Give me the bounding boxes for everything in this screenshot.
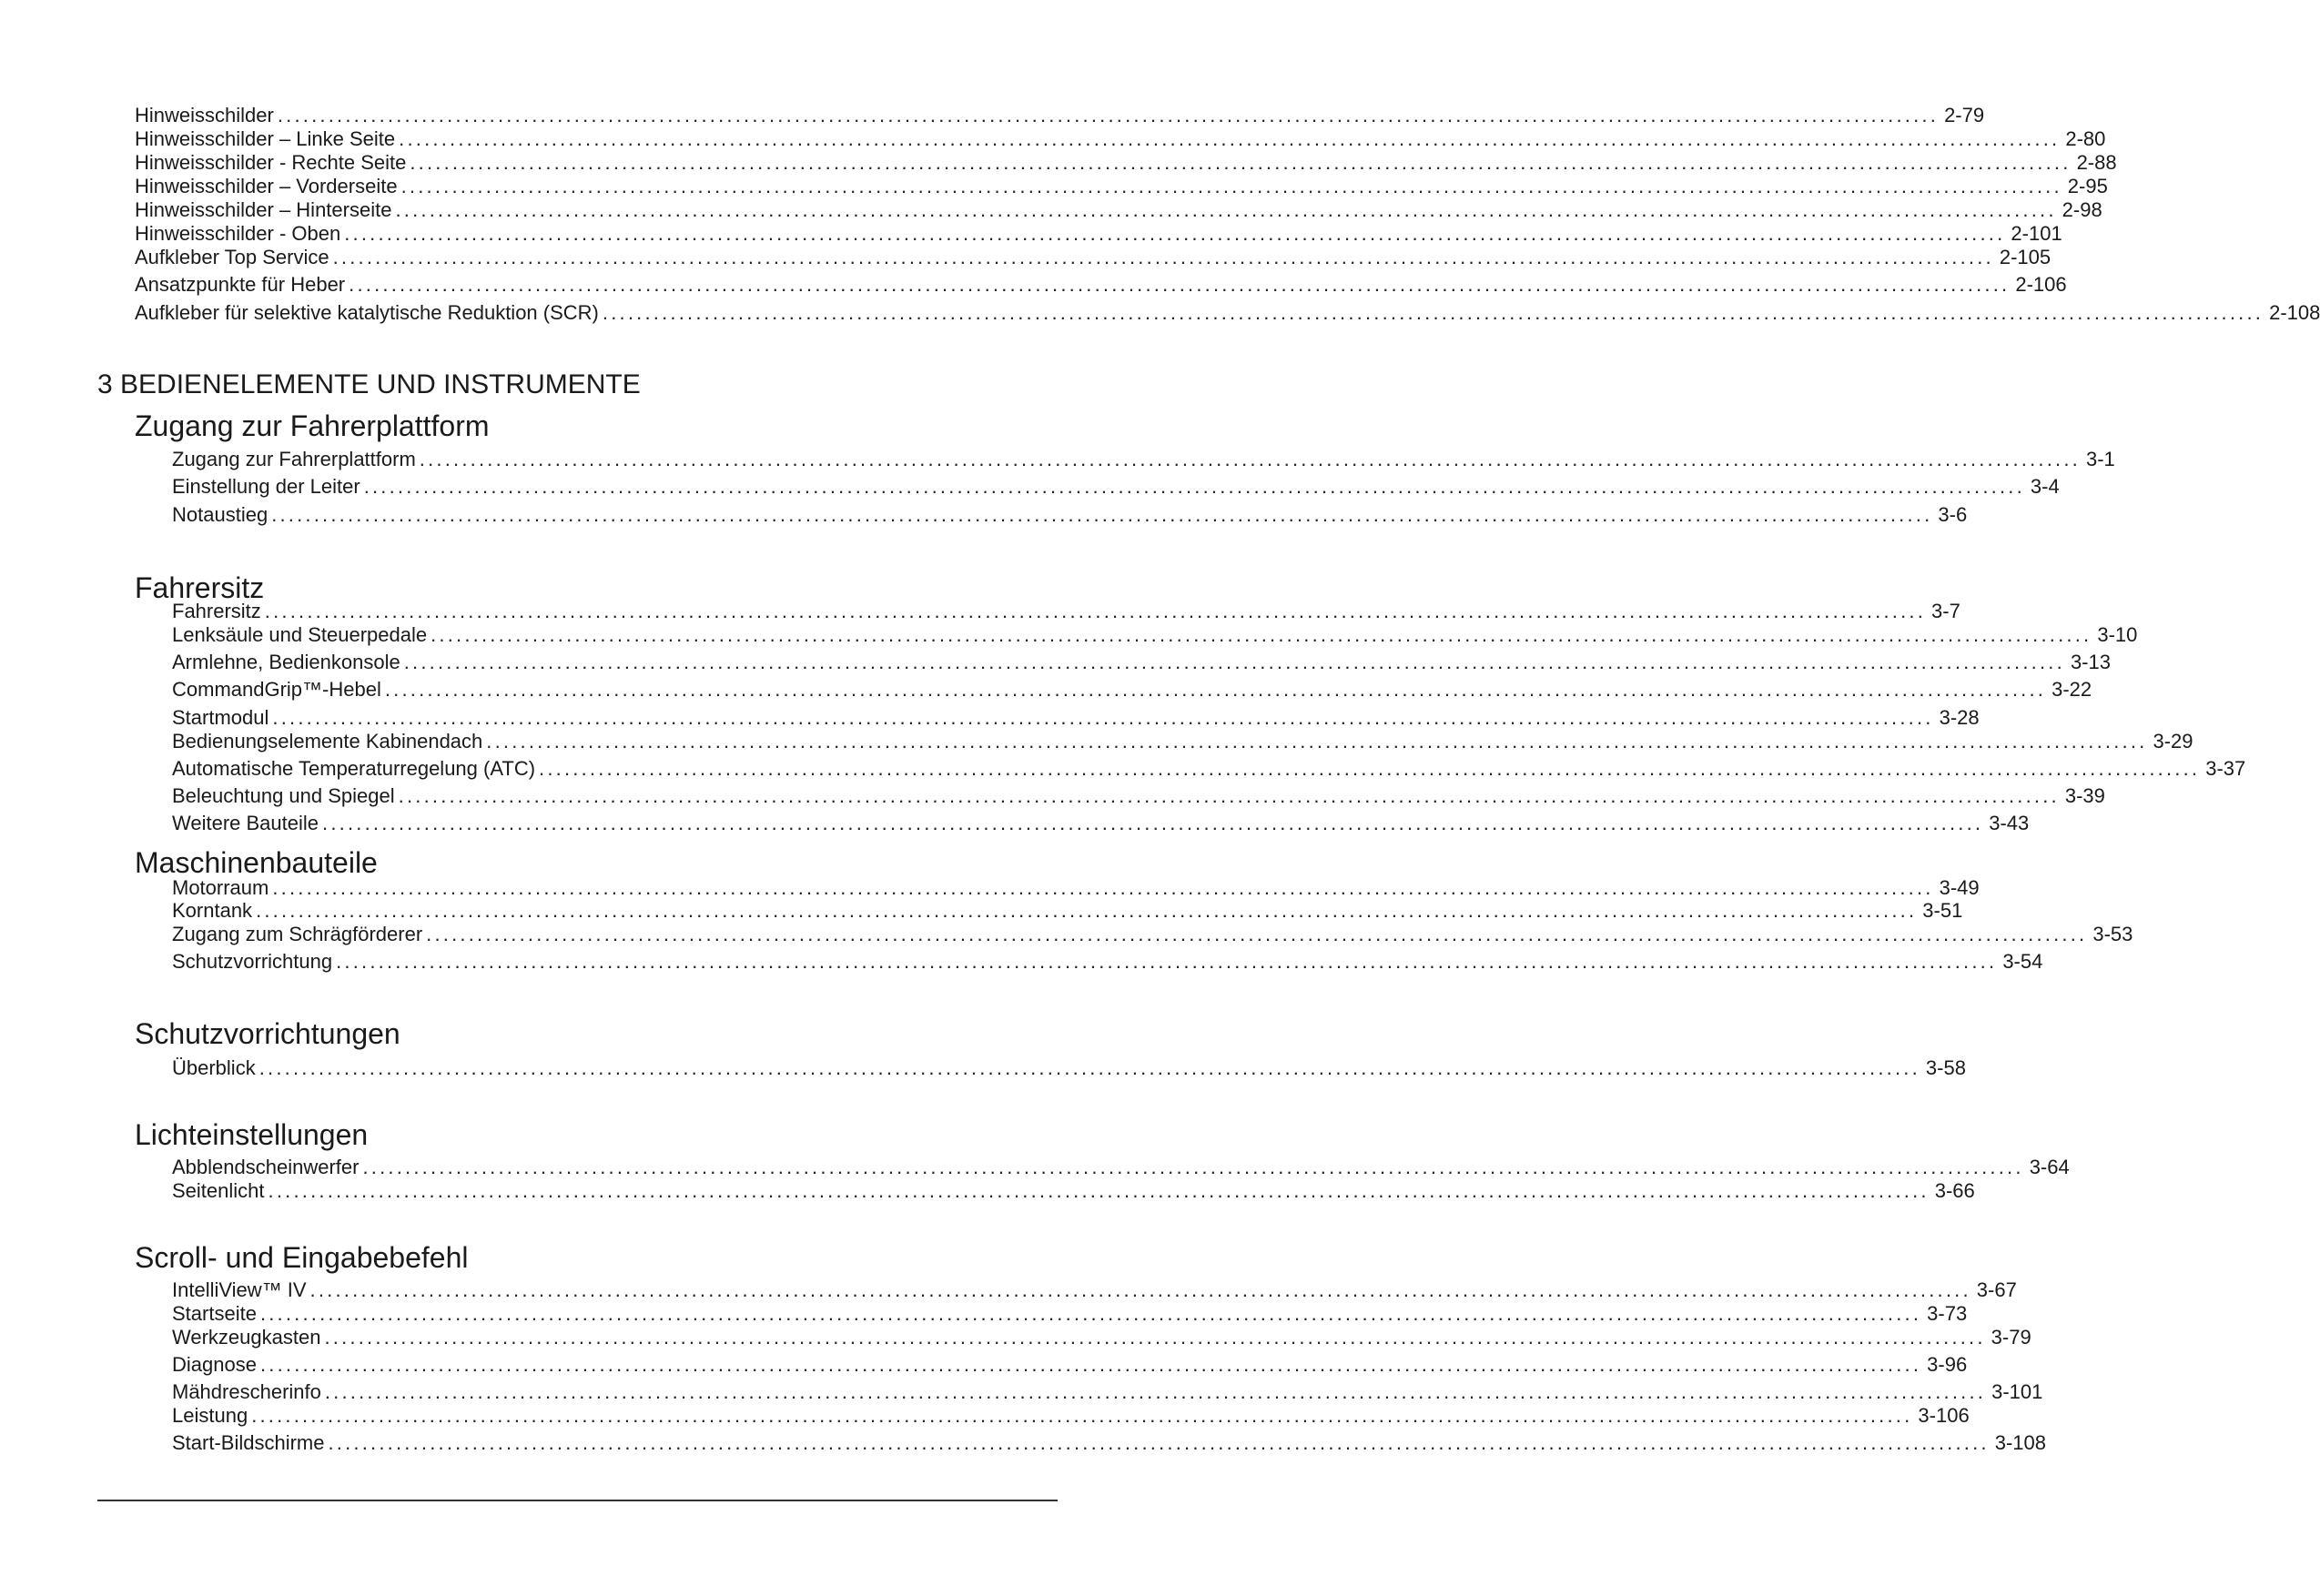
toc-entry[interactable] [135, 104, 1985, 127]
toc-entry-page: 3-39 [2064, 784, 2105, 807]
dot-leader: .................................................................................................................................................................................................... [400, 175, 2062, 197]
toc-entry[interactable] [135, 301, 2320, 325]
toc-entry[interactable] [172, 899, 1963, 923]
toc-entry-page: 2-80 [2065, 127, 2106, 150]
section-title: Maschinenbauteile [135, 846, 378, 879]
toc-entry[interactable] [172, 784, 2105, 808]
dot-leader: .................................................................................................................................................................................................... [403, 651, 2065, 673]
toc-entry[interactable] [172, 812, 2030, 835]
toc-entry-title: Startmodul [172, 706, 269, 729]
toc-entry-title: Aufkleber Top Service [135, 246, 329, 268]
dot-leader: .................................................................................................................................................................................................... [332, 246, 1994, 268]
dot-leader: .................................................................................................................................................................................................... [309, 1278, 1971, 1301]
toc-entry-title: Automatische Temperaturregelung (ATC) [172, 757, 536, 780]
toc-entry-page: 3-29 [2153, 730, 2193, 753]
toc-entry-title: Ansatzpunkte für Heber [135, 273, 346, 296]
toc-entry-page: 3-6 [1938, 503, 1968, 526]
toc-entry[interactable] [135, 127, 2106, 151]
dot-leader: .................................................................................................................................................................................................... [363, 475, 2025, 498]
toc-entry[interactable] [172, 757, 2246, 781]
toc-entry-page: 3-51 [1922, 899, 1963, 922]
dot-leader: .................................................................................................................................................................................................... [395, 198, 2057, 221]
toc-entry[interactable] [135, 222, 2062, 246]
toc-entry-page: 3-58 [1925, 1056, 1966, 1079]
toc-entry[interactable] [172, 1380, 2043, 1404]
toc-entry[interactable] [172, 876, 1980, 900]
dot-leader: .................................................................................................................................................................................................... [344, 222, 2006, 245]
toc-entry-title: Diagnose [172, 1353, 257, 1376]
toc-entry-title: Startseite [172, 1302, 257, 1325]
section-title: Scroll- und Eingabebefehl [135, 1241, 469, 1274]
toc-entry[interactable] [172, 730, 2193, 753]
toc-entry-page: 2-95 [2067, 175, 2108, 197]
dot-leader: .................................................................................................................................................................................................... [277, 104, 1940, 126]
dot-leader: .................................................................................................................................................................................................... [419, 448, 2081, 470]
toc-entry-title: Beleuchtung und Spiegel [172, 784, 395, 807]
toc-entry[interactable] [172, 623, 2138, 647]
dot-leader: .................................................................................................................................................................................................... [259, 1353, 1922, 1376]
toc-entry-page: 3-64 [2029, 1156, 2070, 1178]
dot-leader: .................................................................................................................................................................................................... [271, 503, 1933, 526]
toc-entry[interactable] [172, 1056, 1966, 1080]
toc-entry-title: Motorraum [172, 876, 269, 899]
toc-entry-page: 2-106 [2015, 273, 2067, 296]
dot-leader: .................................................................................................................................................................................................... [410, 151, 2072, 174]
section-title: Fahrersitz [135, 571, 265, 604]
dot-leader: .................................................................................................................................................................................................... [398, 784, 2060, 807]
toc-entry-title: Notaustieg [172, 503, 268, 526]
toc-entry-page: 2-88 [2076, 151, 2117, 174]
toc-entry-title: Einstellung der Leiter [172, 475, 360, 498]
toc-entry-page: 3-79 [1991, 1326, 2031, 1349]
toc-entry[interactable] [135, 151, 2117, 175]
toc-entry-page: 3-13 [2070, 651, 2111, 673]
toc-entry-title: CommandGrip™-Hebel [172, 678, 381, 701]
toc-entry-title: Abblendscheinwerfer [172, 1156, 360, 1178]
toc-entry-page: 3-4 [2030, 475, 2060, 498]
toc-entry-page: 3-7 [1931, 600, 1960, 622]
dot-leader: .................................................................................................................................................................................................... [272, 876, 1934, 899]
dot-leader: .................................................................................................................................................................................................... [486, 730, 2148, 753]
toc-entry[interactable] [135, 175, 2108, 198]
toc-entry-page: 2-101 [2011, 222, 2062, 245]
toc-entry-title: Zugang zum Schrägförderer [172, 923, 423, 945]
toc-entry[interactable] [172, 1404, 1970, 1428]
dot-leader: .................................................................................................................................................................................................... [336, 950, 1998, 973]
toc-entry-title: IntelliView™ IV [172, 1278, 307, 1301]
dot-leader: .................................................................................................................................................................................................... [539, 757, 2201, 780]
toc-entry[interactable] [172, 600, 1960, 623]
dot-leader: .................................................................................................................................................................................................... [259, 1302, 1922, 1325]
toc-entry-page: 3-96 [1927, 1353, 1968, 1376]
footer-divider [97, 1500, 1058, 1501]
toc-entry[interactable] [172, 448, 2115, 471]
toc-entry[interactable] [172, 1278, 2017, 1302]
dot-leader: .................................................................................................................................................................................................... [362, 1156, 2024, 1178]
toc-entry[interactable] [172, 923, 2133, 946]
dot-leader: .................................................................................................................................................................................................... [399, 127, 2061, 150]
toc-entry-page: 3-101 [1991, 1380, 2043, 1403]
toc-entry[interactable] [135, 246, 2052, 269]
dot-leader: .................................................................................................................................................................................................... [264, 600, 1927, 622]
toc-entry-title: Seitenlicht [172, 1179, 265, 1202]
toc-entry[interactable] [135, 273, 2067, 297]
toc-entry-title: Hinweisschilder - Oben [135, 222, 341, 245]
toc-entry[interactable] [172, 1179, 1975, 1203]
dot-leader: .................................................................................................................................................................................................... [431, 623, 2092, 646]
toc-entry-title: Schutzvorrichtung [172, 950, 333, 973]
toc-entry-title: Korntank [172, 899, 253, 922]
toc-entry-page: 3-1 [2086, 448, 2115, 470]
toc-entry-title: Aufkleber für selektive katalytische Reduktion (SCR) [135, 301, 599, 324]
toc-entry-page: 3-10 [2097, 623, 2138, 646]
toc-entry[interactable] [172, 1353, 1968, 1377]
toc-entry-title: Start-Bildschirme [172, 1431, 325, 1454]
toc-entry[interactable] [172, 678, 2092, 702]
chapter-title: 3 BEDIENELEMENTE UND INSTRUMENTE [97, 369, 641, 399]
toc-entry-title: Mähdrescherinfo [172, 1380, 321, 1403]
toc-entry[interactable] [172, 503, 1968, 527]
dot-leader: .................................................................................................................................................................................................... [324, 1326, 1986, 1349]
toc-entry[interactable] [172, 651, 2111, 674]
toc-entry-page: 3-37 [2205, 757, 2246, 780]
toc-entry-page: 2-105 [1999, 246, 2052, 268]
toc-entry-title: Lenksäule und Steuerpedale [172, 623, 428, 646]
dot-leader: .................................................................................................................................................................................................... [256, 899, 1918, 922]
toc-entry-page: 3-73 [1927, 1302, 1968, 1325]
dot-leader: .................................................................................................................................................................................................... [258, 1056, 1920, 1079]
toc-entry-title: Hinweisschilder – Hinterseite [135, 198, 392, 221]
section-title: Schutzvorrichtungen [135, 1017, 400, 1050]
dot-leader: .................................................................................................................................................................................................... [349, 273, 2011, 296]
dot-leader: .................................................................................................................................................................................................... [384, 678, 2047, 701]
dot-leader: .................................................................................................................................................................................................... [328, 1431, 1990, 1454]
toc-entry-page: 2-108 [2269, 301, 2320, 324]
section-title: Lichteinstellungen [135, 1118, 369, 1151]
toc-entry-title: Armlehne, Bedienkonsole [172, 651, 400, 673]
dot-leader: .................................................................................................................................................................................................... [426, 923, 2088, 945]
toc-entry-page: 3-28 [1939, 706, 1980, 729]
section-title: Zugang zur Fahrerplattform [135, 409, 490, 442]
toc-entry-title: Weitere Bauteile [172, 812, 319, 834]
toc-entry-title: Überblick [172, 1056, 256, 1079]
toc-entry[interactable] [172, 706, 1980, 730]
toc-entry[interactable] [172, 1431, 2046, 1455]
toc-entry-title: Bedienungselemente Kabinendach [172, 730, 483, 753]
toc-entry[interactable] [172, 1326, 2031, 1349]
dot-leader: .................................................................................................................................................................................................... [272, 706, 1934, 729]
toc-entry-page: 3-66 [1934, 1179, 1975, 1202]
toc-entry-page: 3-53 [2092, 923, 2133, 945]
dot-leader: .................................................................................................................................................................................................... [602, 301, 2264, 324]
dot-leader: .................................................................................................................................................................................................... [324, 1380, 1987, 1403]
dot-leader: .................................................................................................................................................................................................... [251, 1404, 1913, 1427]
toc-entry[interactable] [172, 950, 2043, 974]
toc-entry-title: Werkzeugkasten [172, 1326, 321, 1349]
toc-entry-page: 3-49 [1939, 876, 1980, 899]
toc-entry-page: 3-22 [2052, 678, 2092, 701]
toc-entry-title: Fahrersitz [172, 600, 261, 622]
toc-entry-title: Leistung [172, 1404, 248, 1427]
toc-entry-page: 3-43 [1989, 812, 2030, 834]
toc-entry[interactable] [135, 198, 2102, 222]
dot-leader: .................................................................................................................................................................................................... [322, 812, 1984, 834]
toc-entry-title: Hinweisschilder – Vorderseite [135, 175, 398, 197]
toc-entry-page: 3-54 [2002, 950, 2043, 973]
toc-entry-page: 3-106 [1918, 1404, 1970, 1427]
toc-entry[interactable] [172, 1302, 1968, 1326]
toc-entry-title: Hinweisschilder [135, 104, 274, 126]
toc-entry-title: Zugang zur Fahrerplattform [172, 448, 416, 470]
toc-entry-title: Hinweisschilder - Rechte Seite [135, 151, 407, 174]
toc-entry[interactable] [172, 475, 2060, 499]
toc-entry-page: 3-108 [1994, 1431, 2046, 1454]
toc-entry[interactable] [172, 1156, 2070, 1179]
toc-entry-page: 3-67 [1976, 1278, 2017, 1301]
dot-leader: .................................................................................................................................................................................................... [268, 1179, 1930, 1202]
toc-entry-page: 2-79 [1944, 104, 1985, 126]
toc-entry-title: Hinweisschilder – Linke Seite [135, 127, 396, 150]
toc-entry-page: 2-98 [2062, 198, 2102, 221]
